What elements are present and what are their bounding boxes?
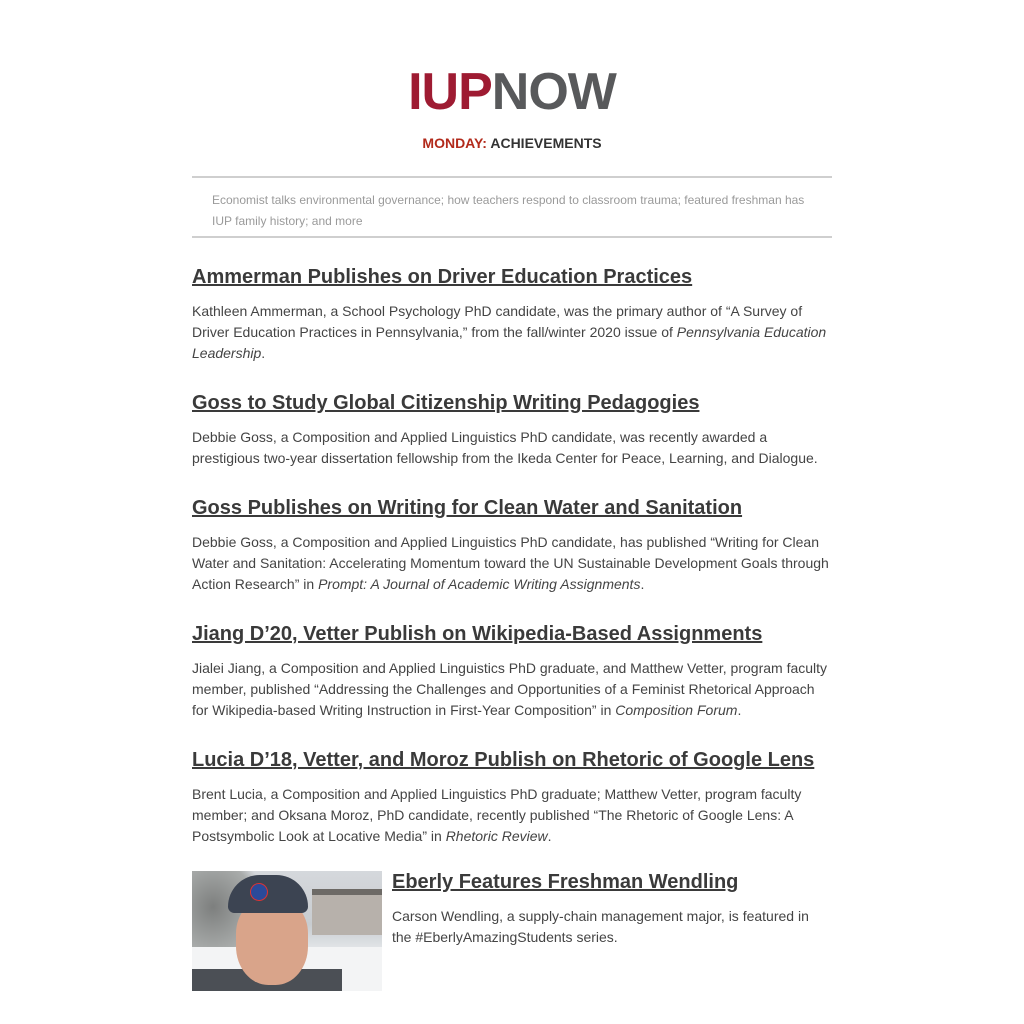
story-title-link[interactable]: Jiang D’20, Vetter Publish on Wikipedia-Based Assignments [192, 623, 763, 645]
issue-summary: Economist talks environmental governance; how teachers respond to classroom trauma; featured freshman has IUP family history; and more [192, 176, 832, 238]
story-text: Jialei Jiang, a Composition and Applied Linguistics PhD graduate, and Matthew Vetter, program faculty member, published “Addressing the Challenges and Opportunities of a Feminist Rhetorical Approach for Wikipedia-based Writing Instruction in First-Year Composition” in [192, 660, 828, 718]
story-end: . [261, 345, 266, 361]
story-title-link[interactable]: Ammerman Publishes on Driver Education Practices [192, 266, 693, 288]
featured-text [382, 871, 832, 991]
story-title-link[interactable]: Lucia D’18, Vetter, and Moroz Publish on Rhetoric of Google Lens [192, 749, 815, 771]
iupnow-logo[interactable] [192, 64, 832, 120]
featured-title-link[interactable]: Eberly Features Freshman Wendling [392, 871, 739, 893]
photo-cap-badge [250, 883, 268, 901]
story-title-link[interactable]: Goss to Study Global Citizenship Writing Pedagogies [192, 392, 700, 414]
story-publication: Pennsylvania Education Leadership [192, 324, 827, 361]
masthead [192, 0, 832, 176]
story-item [192, 262, 832, 364]
logo-iup: IUP [408, 63, 492, 121]
photo-cap [228, 875, 308, 913]
logo-now: NOW [491, 63, 616, 121]
story-text: Debbie Goss, a Composition and Applied Linguistics PhD candidate, has published “Writing for Clean Water and Sanitation: Accelerating Momentum toward the UN Sustainable Development Goals through Action Research” in [192, 534, 829, 592]
newsletter [192, 0, 832, 991]
story-item [192, 493, 832, 595]
story-text: Kathleen Ammerman, a School Psychology PhD candidate, was the primary author of “A Survey of Driver Education Practices in Pennsylvania,” from the fall/winter 2020 issue of [192, 303, 803, 340]
story-title [192, 619, 832, 649]
story-end: . [737, 702, 742, 718]
story-end: . [640, 576, 645, 592]
story-title [192, 745, 832, 775]
featured-body: Carson Wendling, a supply-chain management major, is featured in the #EberlyAmazingStudents series. [392, 908, 809, 945]
story-item [192, 745, 832, 847]
story-title [192, 388, 832, 418]
story-title [192, 262, 832, 292]
story-body [192, 532, 832, 595]
story-item [192, 619, 832, 721]
story-body [192, 658, 832, 721]
photo-house [312, 889, 382, 935]
student-photo[interactable] [192, 871, 382, 991]
story-publication: Composition Forum [615, 702, 738, 718]
day-label: MONDAY: [422, 135, 487, 151]
story-text: Debbie Goss, a Composition and Applied Linguistics PhD candidate, was recently awarded a prestigious two-year dissertation fellowship from the Ikeda Center for Peace, Learning, and Dialogue. [192, 429, 818, 466]
story-title [192, 493, 832, 523]
story-publication: Rhetoric Review [445, 828, 548, 844]
story-body [192, 301, 832, 364]
story-body [192, 427, 832, 469]
story-publication: Prompt: A Journal of Academic Writing Assignments [318, 576, 641, 592]
topic-label: ACHIEVEMENTS [490, 135, 602, 151]
story-item [192, 388, 832, 469]
story-text: Brent Lucia, a Composition and Applied Linguistics PhD graduate; Matthew Vetter, program faculty member; and Oksana Moroz, PhD candidate, recently published “The Rhetoric of Google Lens: A Postsymbolic Look at Locative Media” in [192, 786, 802, 844]
story-end: . [547, 828, 552, 844]
featured-title [392, 867, 832, 897]
day-heading [192, 134, 832, 152]
story-body [192, 784, 832, 847]
story-title-link[interactable]: Goss Publishes on Writing for Clean Water and Sanitation [192, 497, 743, 519]
featured-story [192, 871, 832, 991]
